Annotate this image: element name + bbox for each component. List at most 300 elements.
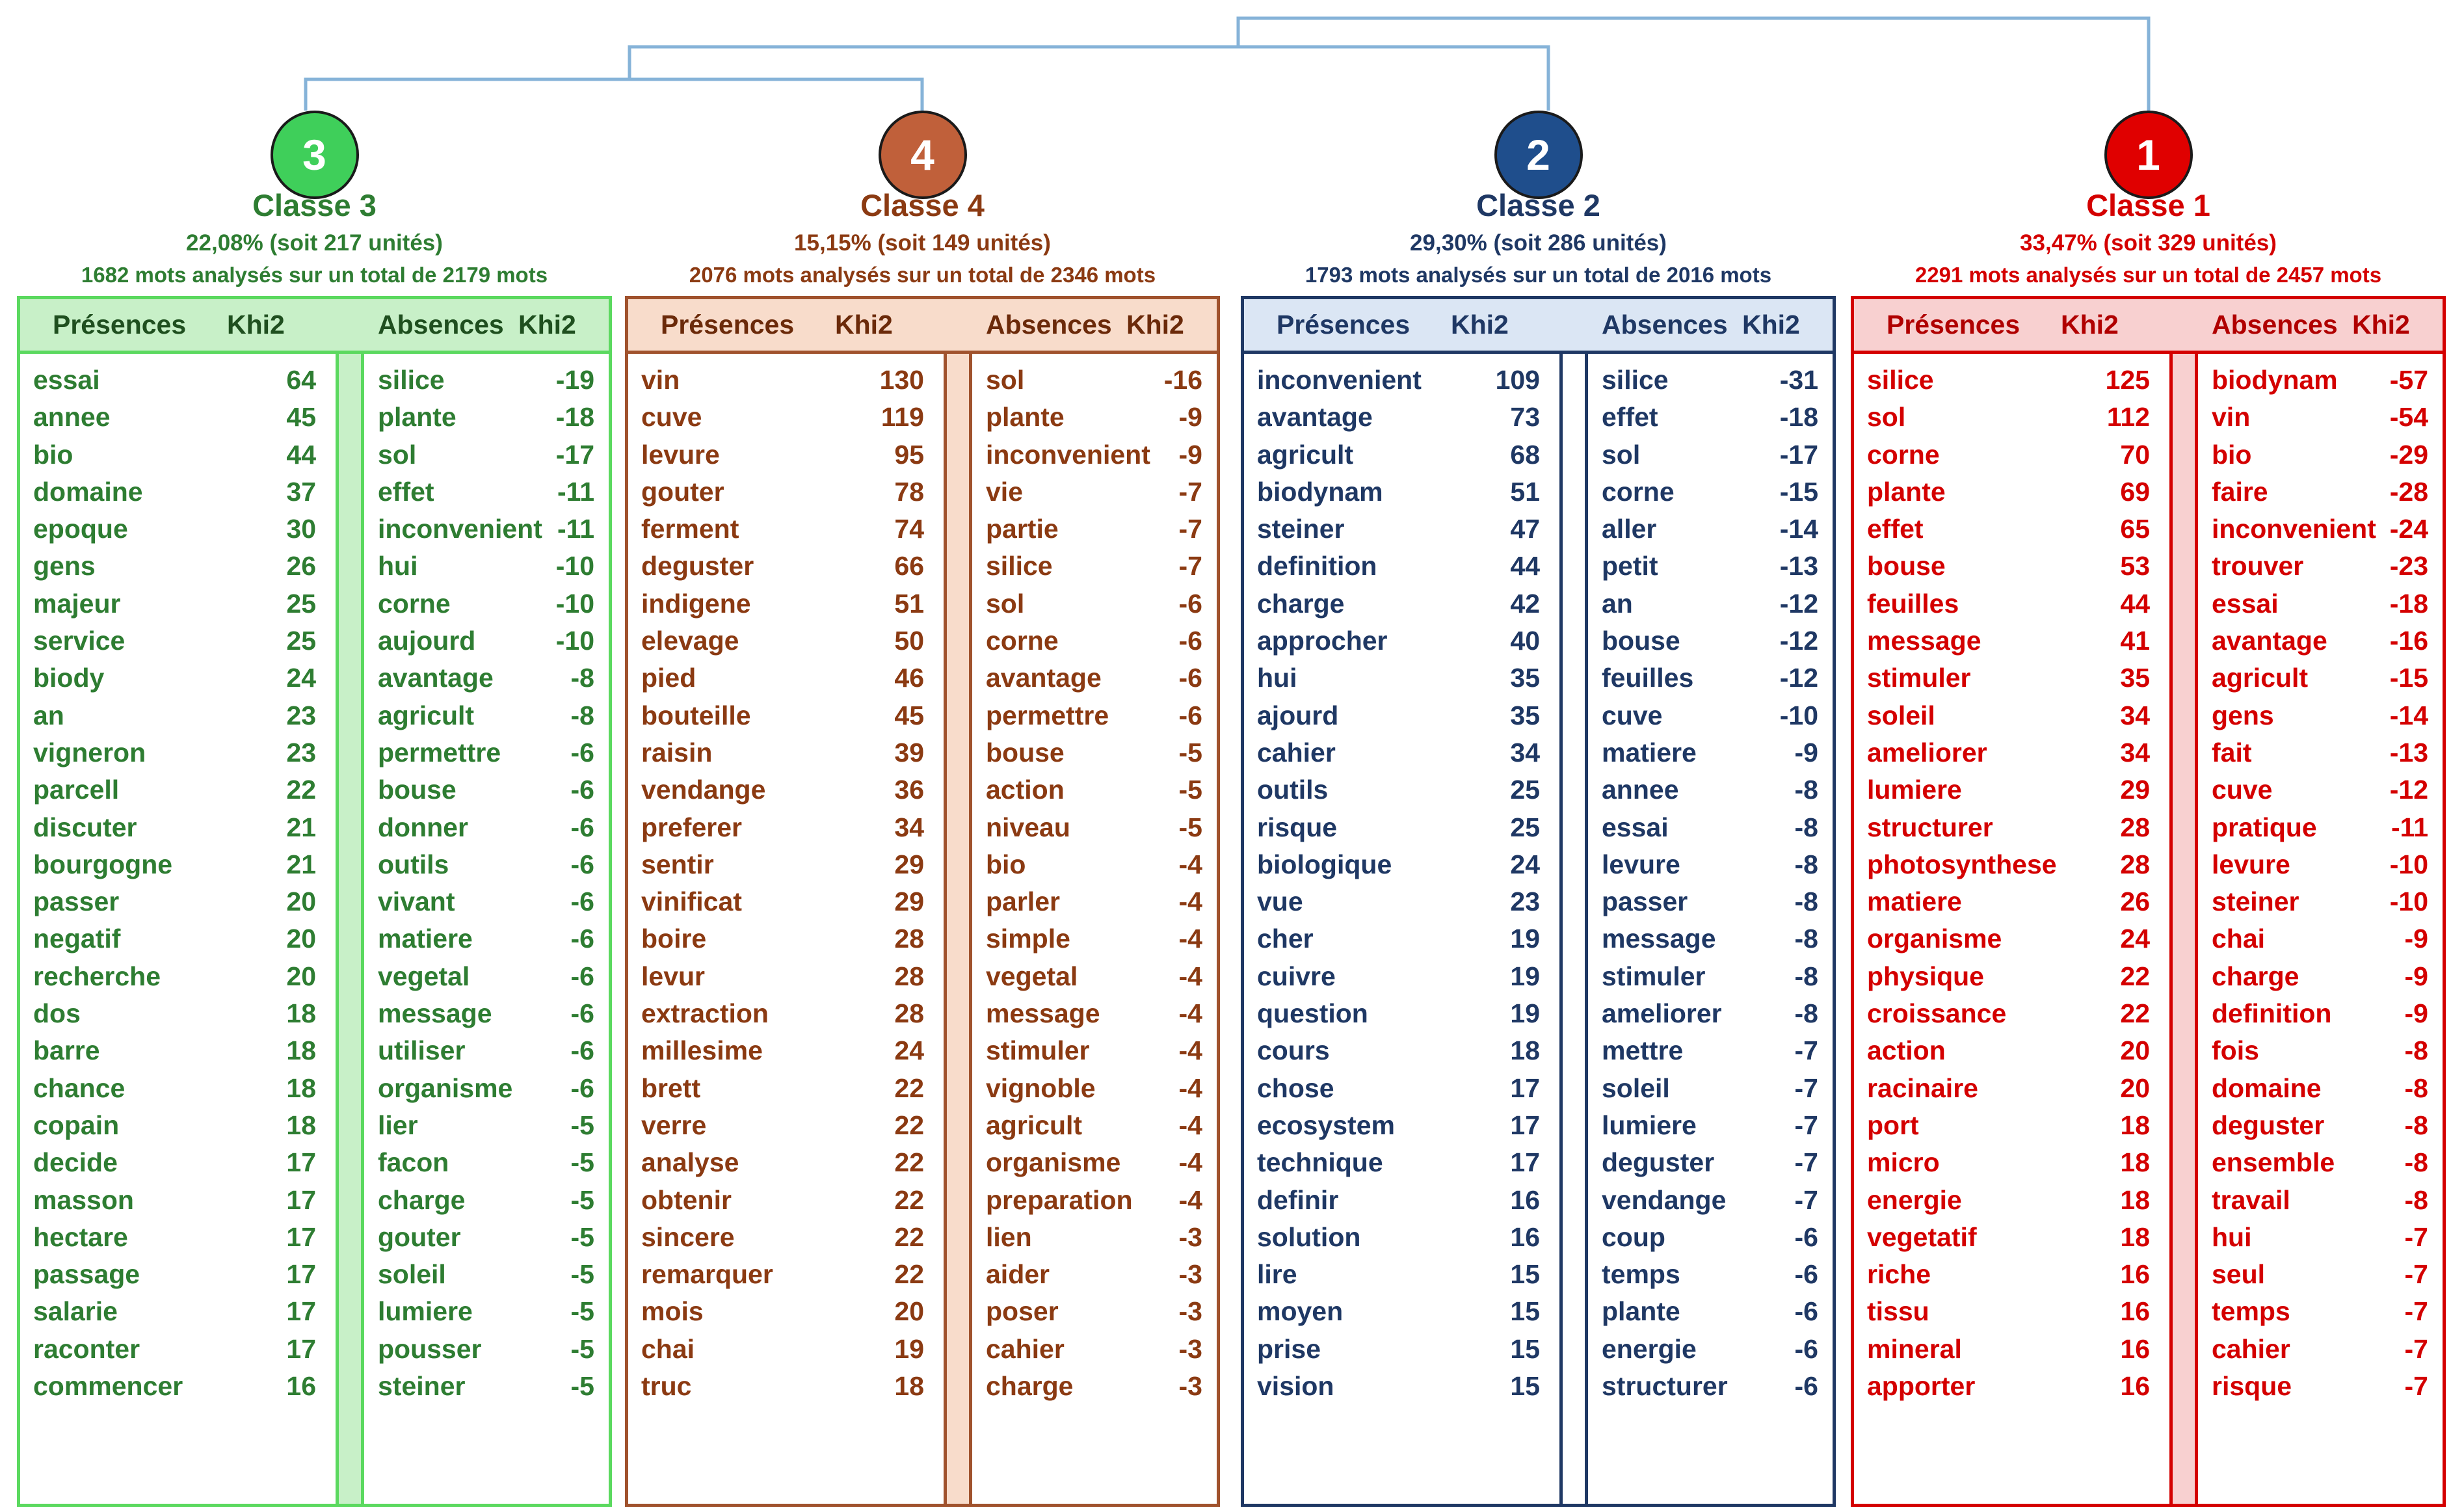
absence-khi2: -7 <box>1794 1073 1818 1103</box>
absence-khi2: -28 <box>2389 476 2428 507</box>
table-row <box>628 399 1217 436</box>
presence-khi2: 24 <box>894 1035 924 1066</box>
absence-khi2: -6 <box>1178 626 1202 656</box>
absence-word: lier <box>378 1110 418 1140</box>
presence-word: approcher <box>1257 626 1388 656</box>
class-1-table <box>1851 296 2446 1507</box>
class-4-table-header <box>628 299 1217 354</box>
presence-word: annee <box>33 402 111 433</box>
table-row <box>20 585 609 622</box>
presence-khi2: 69 <box>2120 476 2150 507</box>
presence-khi2: 36 <box>894 775 924 805</box>
table-row <box>20 473 609 511</box>
absence-word: matiere <box>1602 737 1697 767</box>
absence-word: deguster <box>1602 1147 1715 1178</box>
table-row <box>1854 548 2443 585</box>
absence-word: effet <box>1602 402 1658 433</box>
table-row <box>628 622 1217 660</box>
absences-header: Absences <box>2212 310 2338 340</box>
absence-khi2: -5 <box>570 1296 594 1327</box>
class-1-block <box>1851 111 2446 1414</box>
presence-word: bouse <box>1867 551 1946 581</box>
presence-word: cours <box>1257 1035 1330 1066</box>
presence-word: racinaire <box>1867 1073 1978 1103</box>
khi2-presences-header: Khi2 <box>227 310 285 340</box>
absence-word: corne <box>378 588 451 619</box>
table-row <box>1854 660 2443 697</box>
presence-khi2: 18 <box>286 998 316 1029</box>
table-row <box>628 436 1217 473</box>
presence-word: copain <box>33 1110 120 1140</box>
class-1-percentage: 33,47% (soit 329 unités) <box>2020 230 2277 256</box>
presence-khi2: 95 <box>894 439 924 470</box>
presence-khi2: 78 <box>894 476 924 507</box>
presence-word: biody <box>33 663 105 693</box>
table-row <box>20 1182 609 1219</box>
presence-khi2: 17 <box>286 1221 316 1252</box>
absence-khi2: -12 <box>1779 588 1818 619</box>
presence-word: obtenir <box>641 1184 732 1215</box>
presence-khi2: 22 <box>2120 998 2150 1029</box>
khi2-presences-header: Khi2 <box>835 310 893 340</box>
absence-word: temps <box>1602 1259 1680 1290</box>
absences-header: Absences <box>986 310 1112 340</box>
class-3-table-header <box>20 299 609 354</box>
table-row <box>20 622 609 660</box>
presence-khi2: 17 <box>1510 1073 1540 1103</box>
presence-khi2: 17 <box>286 1184 316 1215</box>
class-3-block <box>17 111 612 1414</box>
table-row <box>1244 771 1833 808</box>
presence-khi2: 16 <box>2120 1259 2150 1290</box>
absence-khi2: -7 <box>1178 476 1202 507</box>
absence-khi2: -16 <box>2389 626 2428 656</box>
presence-word: definition <box>1257 551 1377 581</box>
presence-word: vue <box>1257 887 1303 917</box>
table-row <box>1244 1256 1833 1293</box>
absence-word: avantage <box>2212 626 2327 656</box>
absence-word: plante <box>986 402 1065 433</box>
presence-khi2: 17 <box>1510 1147 1540 1178</box>
table-row <box>20 1368 609 1405</box>
class-1-word-count: 2291 mots analysés sur un total de 2457 mots <box>1914 263 2382 287</box>
presence-word: salarie <box>33 1296 118 1327</box>
presence-khi2: 34 <box>2120 700 2150 730</box>
presence-word: extraction <box>641 998 769 1029</box>
presence-khi2: 20 <box>2120 1073 2150 1103</box>
table-row <box>628 1107 1217 1144</box>
absence-khi2: -5 <box>570 1110 594 1140</box>
absence-khi2: -8 <box>2404 1073 2428 1103</box>
presence-khi2: 16 <box>1510 1221 1540 1252</box>
table-row <box>1244 473 1833 511</box>
presence-word: cuve <box>641 402 702 433</box>
class-4-table <box>625 296 1220 1507</box>
presence-khi2: 40 <box>1510 626 1540 656</box>
absence-word: vendange <box>1602 1184 1727 1215</box>
table-row <box>1244 958 1833 995</box>
table-row <box>628 660 1217 697</box>
class-2-block <box>1241 111 1836 1414</box>
absence-word: gouter <box>378 1221 461 1252</box>
absence-word: aider <box>986 1259 1050 1290</box>
presences-header: Présences <box>53 310 187 340</box>
presence-khi2: 22 <box>894 1259 924 1290</box>
absence-word: soleil <box>378 1259 446 1290</box>
presence-word: mineral <box>1867 1333 1962 1364</box>
presence-khi2: 30 <box>286 514 316 544</box>
table-row <box>628 1256 1217 1293</box>
absence-khi2: -6 <box>570 812 594 842</box>
presence-word: hui <box>1257 663 1297 693</box>
presence-khi2: 119 <box>881 402 924 433</box>
class-3-badge: 3 <box>271 111 359 199</box>
absence-word: outils <box>378 849 449 879</box>
presence-word: ferment <box>641 514 739 544</box>
presence-word: biodynam <box>1257 476 1383 507</box>
absence-word: steiner <box>2212 887 2299 917</box>
absence-khi2: -8 <box>570 663 594 693</box>
table-row <box>20 883 609 920</box>
absence-khi2: -11 <box>557 476 594 507</box>
absence-khi2: -7 <box>1178 514 1202 544</box>
absence-khi2: -8 <box>1794 812 1818 842</box>
absence-word: preparation <box>986 1184 1133 1215</box>
absence-word: vegetal <box>378 961 470 991</box>
absence-word: hui <box>2212 1221 2252 1252</box>
absence-khi2: -4 <box>1178 1110 1202 1140</box>
absence-khi2: -6 <box>570 737 594 767</box>
table-row <box>1854 1368 2443 1405</box>
presence-word: sentir <box>641 849 714 879</box>
absence-word: coup <box>1602 1221 1665 1252</box>
presence-word: gouter <box>641 476 724 507</box>
presence-word: parcell <box>33 775 120 805</box>
presence-word: prise <box>1257 1333 1321 1364</box>
table-row <box>1244 1107 1833 1144</box>
table-row <box>1854 846 2443 883</box>
table-row <box>1854 1070 2443 1107</box>
presence-word: majeur <box>33 588 121 619</box>
table-row <box>20 1256 609 1293</box>
class-2-percentage: 29,30% (soit 286 unités) <box>1410 230 1667 256</box>
absence-khi2: -5 <box>1178 737 1202 767</box>
presence-word: analyse <box>641 1147 739 1178</box>
table-row <box>20 1144 609 1181</box>
presence-khi2: 28 <box>894 961 924 991</box>
absence-word: cahier <box>986 1333 1065 1364</box>
khi2-absences-header: Khi2 <box>2352 310 2410 340</box>
absence-khi2: -12 <box>1779 663 1818 693</box>
presence-word: raconter <box>33 1333 140 1364</box>
table-row <box>1244 622 1833 660</box>
absence-khi2: -54 <box>2389 402 2428 433</box>
presence-khi2: 16 <box>1510 1184 1540 1215</box>
presence-khi2: 20 <box>894 1296 924 1327</box>
presence-khi2: 51 <box>1510 476 1540 507</box>
khi2-presences-header: Khi2 <box>2061 310 2119 340</box>
absence-khi2: -3 <box>1178 1221 1202 1252</box>
table-row <box>628 809 1217 846</box>
presence-word: service <box>33 626 126 656</box>
presence-khi2: 20 <box>286 887 316 917</box>
presence-khi2: 18 <box>286 1035 316 1066</box>
absence-word: vivant <box>378 887 455 917</box>
presence-khi2: 37 <box>286 476 316 507</box>
table-row <box>20 1107 609 1144</box>
presence-khi2: 34 <box>1510 737 1540 767</box>
presence-word: decide <box>33 1147 118 1178</box>
absence-khi2: -3 <box>1178 1333 1202 1364</box>
presence-khi2: 18 <box>894 1371 924 1402</box>
presence-word: action <box>1867 1035 1946 1066</box>
absence-khi2: -7 <box>2404 1371 2428 1402</box>
absence-word: feuilles <box>1602 663 1694 693</box>
absence-khi2: -10 <box>2389 849 2428 879</box>
presence-word: chai <box>641 1333 695 1364</box>
presence-khi2: 109 <box>1495 365 1540 395</box>
presence-khi2: 42 <box>1510 588 1540 619</box>
absence-khi2: -8 <box>2404 1110 2428 1140</box>
absence-khi2: -4 <box>1178 1073 1202 1103</box>
presences-header: Présences <box>1887 310 2020 340</box>
presence-khi2: 26 <box>2120 887 2150 917</box>
table-row <box>1244 436 1833 473</box>
presence-word: croissance <box>1867 998 2007 1029</box>
presence-word: technique <box>1257 1147 1383 1178</box>
table-row <box>20 399 609 436</box>
absence-khi2: -12 <box>2389 775 2428 805</box>
absence-word: cuve <box>1602 700 1663 730</box>
absence-word: aller <box>1602 514 1657 544</box>
presence-word: an <box>33 700 64 730</box>
presence-khi2: 19 <box>1510 924 1540 954</box>
absence-word: corne <box>1602 476 1675 507</box>
absence-khi2: -4 <box>1178 1184 1202 1215</box>
table-row <box>1854 585 2443 622</box>
presence-word: ecosystem <box>1257 1110 1395 1140</box>
absence-khi2: -6 <box>1794 1221 1818 1252</box>
absence-word: ensemble <box>2212 1147 2335 1178</box>
absence-word: inconvenient <box>986 439 1150 470</box>
absence-khi2: -5 <box>570 1184 594 1215</box>
table-row <box>1244 1144 1833 1181</box>
absence-khi2: -16 <box>1163 365 1202 395</box>
absence-khi2: -5 <box>570 1333 594 1364</box>
presence-word: apporter <box>1867 1371 1976 1402</box>
table-row <box>1854 473 2443 511</box>
absence-khi2: -4 <box>1178 1147 1202 1178</box>
absence-khi2: -5 <box>570 1259 594 1290</box>
absence-khi2: -9 <box>1794 737 1818 767</box>
absence-khi2: -6 <box>1178 700 1202 730</box>
absence-word: organisme <box>378 1073 513 1103</box>
presence-khi2: 35 <box>1510 700 1540 730</box>
absence-word: vie <box>986 476 1023 507</box>
table-row <box>20 511 609 548</box>
presence-khi2: 15 <box>1510 1333 1540 1364</box>
khi2-presences-header: Khi2 <box>1451 310 1509 340</box>
absence-word: lien <box>986 1221 1032 1252</box>
absence-khi2: -57 <box>2389 365 2428 395</box>
absence-khi2: -5 <box>570 1221 594 1252</box>
class-2-word-count: 1793 mots analysés sur un total de 2016 mots <box>1305 263 1772 287</box>
absence-khi2: -6 <box>570 961 594 991</box>
absence-khi2: -7 <box>1178 551 1202 581</box>
class-2-table <box>1241 296 1836 1507</box>
presence-khi2: 34 <box>894 812 924 842</box>
absence-word: structurer <box>1602 1371 1728 1402</box>
presence-word: riche <box>1867 1259 1931 1290</box>
absence-word: message <box>1602 924 1716 954</box>
absence-word: utiliser <box>378 1035 466 1066</box>
presence-word: cuivre <box>1257 961 1336 991</box>
absence-khi2: -7 <box>1794 1110 1818 1140</box>
presence-word: mois <box>641 1296 704 1327</box>
presence-word: structurer <box>1867 812 1993 842</box>
absence-khi2: -4 <box>1178 887 1202 917</box>
table-row <box>1244 809 1833 846</box>
absence-khi2: -4 <box>1178 961 1202 991</box>
absence-word: deguster <box>2212 1110 2325 1140</box>
table-row <box>1244 920 1833 957</box>
presence-word: gens <box>33 551 96 581</box>
absence-khi2: -4 <box>1178 924 1202 954</box>
table-row <box>628 1219 1217 1256</box>
presence-khi2: 74 <box>894 514 924 544</box>
presence-word: agricult <box>1257 439 1354 470</box>
table-row <box>1244 1368 1833 1405</box>
presence-khi2: 15 <box>1510 1259 1540 1290</box>
absence-khi2: -6 <box>1794 1371 1818 1402</box>
table-row <box>628 585 1217 622</box>
presence-khi2: 66 <box>894 551 924 581</box>
absence-word: sol <box>986 365 1025 395</box>
table-row <box>628 473 1217 511</box>
absence-word: vignoble <box>986 1073 1096 1103</box>
presence-word: sol <box>1867 402 1906 433</box>
absence-word: pratique <box>2212 812 2317 842</box>
table-row <box>1244 511 1833 548</box>
table-row <box>628 1070 1217 1107</box>
presence-khi2: 16 <box>2120 1333 2150 1364</box>
absence-word: poser <box>986 1296 1059 1327</box>
absence-khi2: -4 <box>1178 998 1202 1029</box>
table-row <box>1854 771 2443 808</box>
presence-khi2: 47 <box>1510 514 1540 544</box>
presence-khi2: 17 <box>286 1333 316 1364</box>
presence-word: lire <box>1257 1259 1297 1290</box>
absence-word: bio <box>2212 439 2252 470</box>
absence-khi2: -13 <box>2389 737 2428 767</box>
presence-khi2: 50 <box>894 626 924 656</box>
presence-word: soleil <box>1867 700 1935 730</box>
table-row <box>20 771 609 808</box>
presence-khi2: 51 <box>894 588 924 619</box>
presence-khi2: 20 <box>286 924 316 954</box>
presence-word: lumiere <box>1867 775 1962 805</box>
table-row <box>20 660 609 697</box>
presence-khi2: 46 <box>894 663 924 693</box>
class-4-percentage: 15,15% (soit 149 unités) <box>794 230 1051 256</box>
absence-khi2: -6 <box>1794 1259 1818 1290</box>
table-row <box>628 734 1217 771</box>
class-1-rows <box>1854 362 2443 1405</box>
table-row <box>1854 1331 2443 1368</box>
absence-word: parler <box>986 887 1060 917</box>
absence-khi2: -8 <box>1794 961 1818 991</box>
presence-word: essai <box>33 365 100 395</box>
absence-word: effet <box>378 476 434 507</box>
table-row <box>628 1182 1217 1219</box>
absence-khi2: -8 <box>1794 775 1818 805</box>
class-1-title: Classe 1 <box>2086 188 2210 222</box>
table-row <box>1854 1107 2443 1144</box>
absence-word: facon <box>378 1147 449 1178</box>
table-row <box>1244 585 1833 622</box>
table-row <box>628 771 1217 808</box>
presence-khi2: 18 <box>2120 1147 2150 1178</box>
table-row <box>1244 846 1833 883</box>
absence-word: chai <box>2212 924 2266 954</box>
presence-khi2: 19 <box>1510 961 1540 991</box>
absence-word: soleil <box>1602 1073 1670 1103</box>
presence-word: commencer <box>33 1371 183 1402</box>
presence-khi2: 20 <box>286 961 316 991</box>
presence-khi2: 18 <box>286 1073 316 1103</box>
khi2-absences-header: Khi2 <box>1742 310 1800 340</box>
presence-khi2: 17 <box>286 1296 316 1327</box>
presence-khi2: 18 <box>2120 1221 2150 1252</box>
presence-khi2: 70 <box>2120 439 2150 470</box>
absence-word: steiner <box>378 1371 466 1402</box>
absence-khi2: -10 <box>555 626 594 656</box>
absence-khi2: -4 <box>1178 849 1202 879</box>
table-row <box>20 548 609 585</box>
absence-khi2: -9 <box>1178 439 1202 470</box>
absence-word: domaine <box>2212 1073 2322 1103</box>
absence-word: charge <box>2212 961 2299 991</box>
presence-word: epoque <box>33 514 128 544</box>
presence-word: physique <box>1867 961 1984 991</box>
absence-word: vegetal <box>986 961 1078 991</box>
presence-khi2: 65 <box>2120 514 2150 544</box>
table-row <box>1854 958 2443 995</box>
presence-word: bio <box>33 439 73 470</box>
presence-khi2: 16 <box>2120 1371 2150 1402</box>
presence-word: vinificat <box>641 887 742 917</box>
table-row <box>20 920 609 957</box>
presence-khi2: 39 <box>894 737 924 767</box>
presence-word: negatif <box>33 924 121 954</box>
class-3-table <box>17 296 612 1507</box>
table-row <box>1244 734 1833 771</box>
presence-khi2: 16 <box>2120 1296 2150 1327</box>
table-row <box>628 883 1217 920</box>
presence-word: feuilles <box>1867 588 1959 619</box>
presence-khi2: 25 <box>286 588 316 619</box>
presence-word: bouteille <box>641 700 751 730</box>
table-row <box>1854 809 2443 846</box>
table-row <box>1854 622 2443 660</box>
absence-word: ameliorer <box>1602 998 1722 1029</box>
absence-word: stimuler <box>1602 961 1706 991</box>
table-row <box>628 697 1217 734</box>
presence-khi2: 130 <box>879 365 924 395</box>
absence-word: hui <box>378 551 418 581</box>
presence-word: silice <box>1867 365 1934 395</box>
absence-khi2: -6 <box>570 924 594 954</box>
